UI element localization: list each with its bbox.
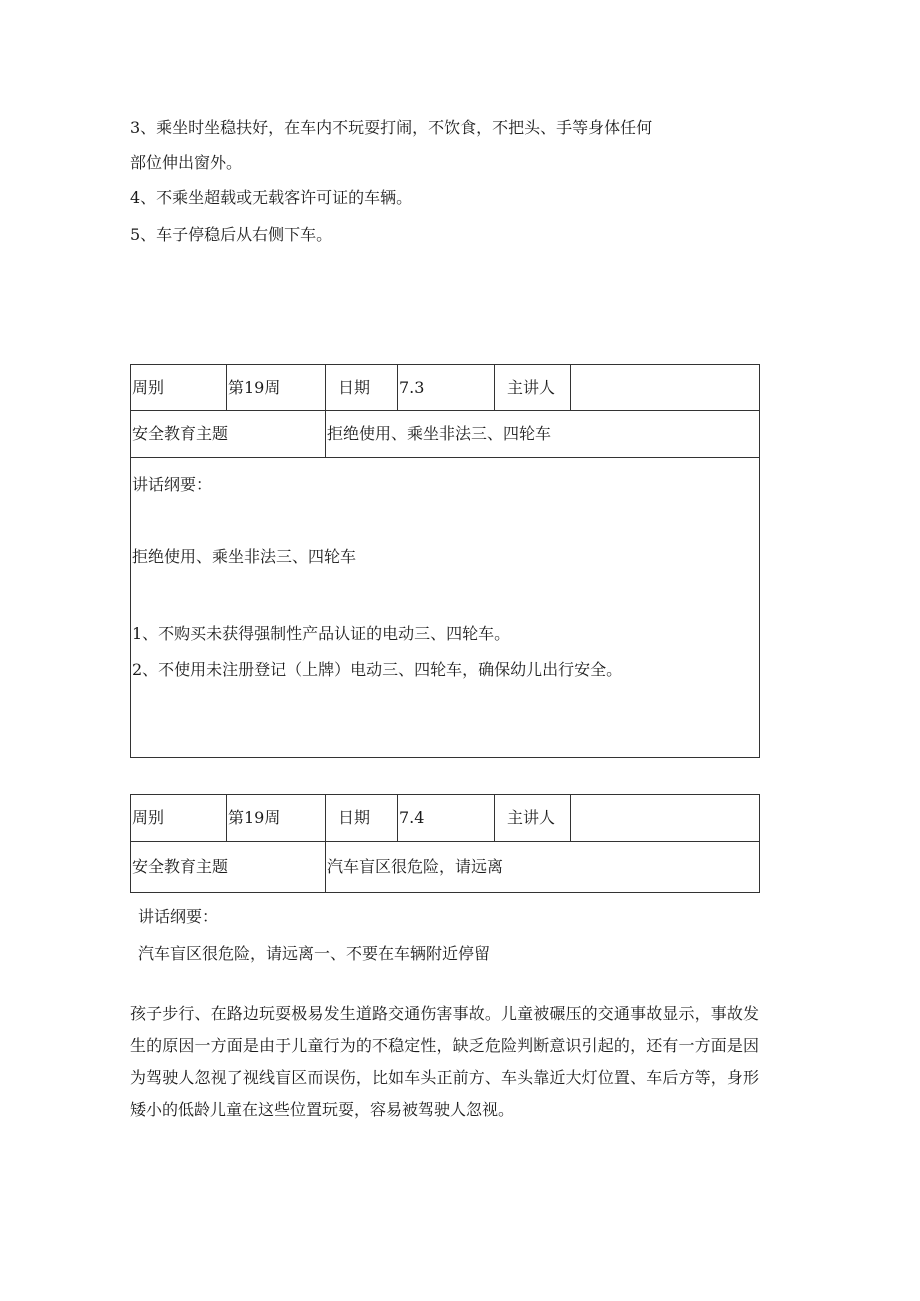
- theme-label: 安全教育主题: [131, 842, 326, 893]
- list-item-5: 5、车子停稳后从右侧下车。: [130, 225, 333, 244]
- body-paragraph: 孩子步行、在路边玩耍极易发生道路交通伤害事故。儿童被碾压的交通事故显示，事故发生的原因一方面是由于儿童行为的不稳定性，缺乏危险判断意识引起的，还有一方面是因为驾驶人忽视了视线盲区而误伤，比如车头正前方、车头靠近大灯位置、车后方等，身形矮小的低龄儿童在这些位置玩耍，容易被驾驶人忽视。: [130, 1004, 759, 1119]
- table-row: [131, 795, 760, 842]
- list-item-3: 3、乘坐时坐稳扶好，在车内不玩耍打闹，不饮食，不把头、手等身体任何: [130, 118, 653, 137]
- date-label: 日期: [326, 795, 398, 842]
- table-row: [131, 411, 760, 458]
- week-label: 周别: [131, 795, 227, 842]
- theme-value: 汽车盲区很危险，请远离: [326, 842, 760, 893]
- week-value: 第19周: [227, 365, 326, 411]
- date-value: 7.3: [398, 365, 495, 411]
- section-subtitle: 汽车盲区很危险，请远离一、不要在车辆附近停留: [138, 944, 491, 963]
- outline-item-2: 2、不使用未注册登记（上牌）电动三、四轮车，确保幼儿出行安全。: [132, 660, 623, 679]
- outline-item-1: 1、不购买未获得强制性产品认证的电动三、四轮车。: [132, 624, 511, 643]
- outline-cell: [131, 458, 760, 758]
- lesson-table-week19-day2: [130, 794, 760, 893]
- lesson-table-week19-day1: [130, 364, 760, 758]
- list-item-3-continued: 部位伸出窗外。: [130, 153, 243, 172]
- table-row: [131, 365, 760, 411]
- table-row: [131, 458, 760, 758]
- week-label: 周别: [131, 365, 227, 411]
- list-item-4: 4、不乘坐超载或无载客许可证的车辆。: [130, 188, 413, 207]
- theme-label: 安全教育主题: [131, 411, 326, 458]
- week-value: 第19周: [227, 795, 326, 842]
- date-value: 7.4: [398, 795, 495, 842]
- speaker-label: 主讲人: [495, 795, 571, 842]
- speaker-label: 主讲人: [495, 365, 571, 411]
- theme-value: 拒绝使用、乘坐非法三、四轮车: [326, 411, 760, 458]
- speaker-value: [571, 365, 760, 411]
- table-row: [131, 842, 760, 893]
- outline-label: 讲话纲要：: [132, 475, 213, 494]
- speaker-value: [571, 795, 760, 842]
- outline-label: 讲话纲要：: [138, 907, 219, 926]
- outline-title: 拒绝使用、乘坐非法三、四轮车: [132, 547, 357, 566]
- date-label: 日期: [326, 365, 398, 411]
